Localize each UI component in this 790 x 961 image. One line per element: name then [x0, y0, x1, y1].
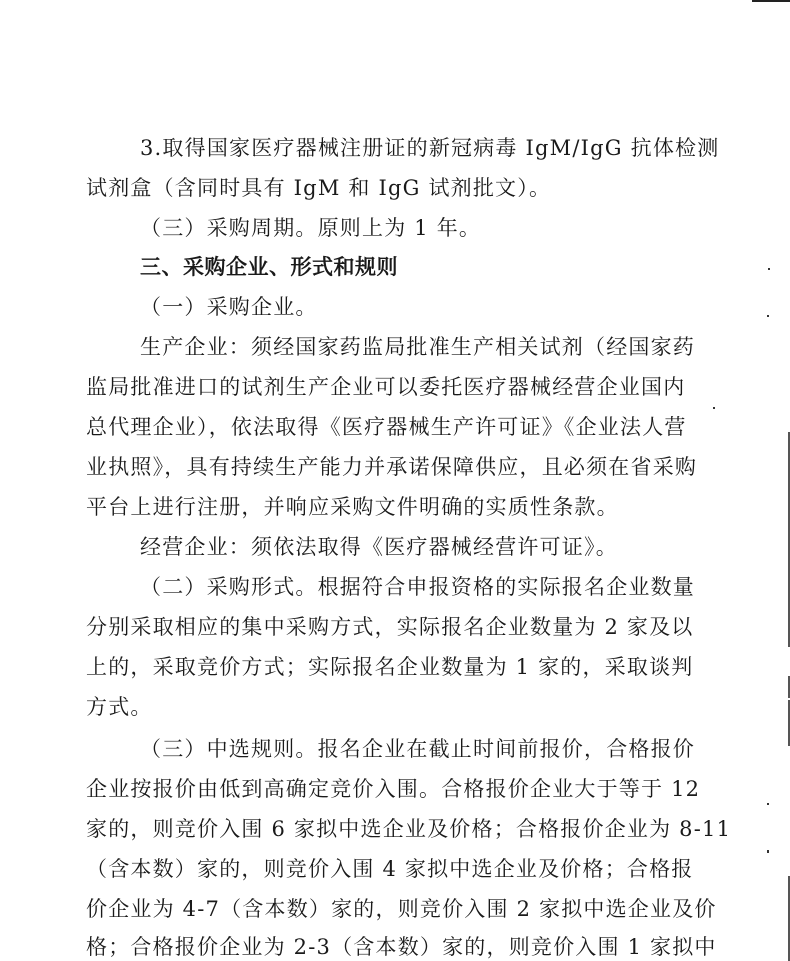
text-line-17: 企业按报价由低到高确定竞价入围。合格报价企业大于等于 12: [86, 777, 701, 801]
text-line-11: 经营企业：须依法取得《医疗器械经营许可证》。: [140, 535, 618, 559]
text-line-19: （含本数）家的，则竞价入围 4 家拟中选企业及价格；合格报: [86, 857, 694, 881]
text-line-2: 试剂盒（含同时具有 IgM 和 IgG 试剂批文）。: [86, 176, 552, 200]
text-line-12: （二）采购形式。根据符合申报资格的实际报名企业数量: [140, 575, 695, 599]
text-line-16: （三）中选规则。报名企业在截止时间前报价，合格报价: [140, 737, 695, 761]
text-line-21: 格；合格报价企业为 2-3（含本数）家的，则竞价入围 1 家拟中: [86, 935, 717, 959]
scan-speck: [767, 315, 769, 317]
scan-speck: [767, 850, 769, 853]
text-line-13: 分别采取相应的集中采购方式，实际报名企业数量为 2 家及以: [86, 615, 694, 639]
text-line-20: 价企业为 4-7（含本数）家的，则竞价入围 2 家拟中选企业及价: [86, 897, 717, 921]
subsection-heading: （一）采购企业。: [140, 295, 318, 319]
text-line-7: 监局批准进口的试剂生产企业可以委托医疗器械经营企业国内: [86, 375, 686, 399]
text-line-10: 平台上进行注册，并响应采购文件明确的实质性条款。: [86, 495, 619, 519]
text-line-1: 3.取得国家医疗器械注册证的新冠病毒 IgM/IgG 抗体检测: [140, 136, 720, 160]
scan-edge-mark: [752, 0, 790, 2]
scan-speck: [768, 268, 770, 270]
text-line-14: 上的，采取竞价方式；实际报名企业数量为 1 家的，采取谈判: [86, 655, 694, 679]
scan-speck: [713, 407, 715, 409]
text-line-9: 业执照》，具有持续生产能力并承诺保障供应，且必须在省采购: [86, 455, 698, 479]
section-heading: 三、采购企业、形式和规则: [140, 255, 398, 279]
scan-speck: [767, 803, 769, 805]
text-line-8: 总代理企业），依法取得《医疗器械生产许可证》《企业法人营: [86, 415, 687, 439]
text-line-3: （三）采购周期。原则上为 1 年。: [140, 216, 482, 240]
text-line-18: 家的，则竞价入围 6 家拟中选企业及价格；合格报价企业为 8-11: [86, 817, 732, 841]
text-line-15: 方式。: [86, 695, 153, 719]
text-line-6: 生产企业：须经国家药监局批准生产相关试剂（经国家药: [140, 335, 695, 359]
